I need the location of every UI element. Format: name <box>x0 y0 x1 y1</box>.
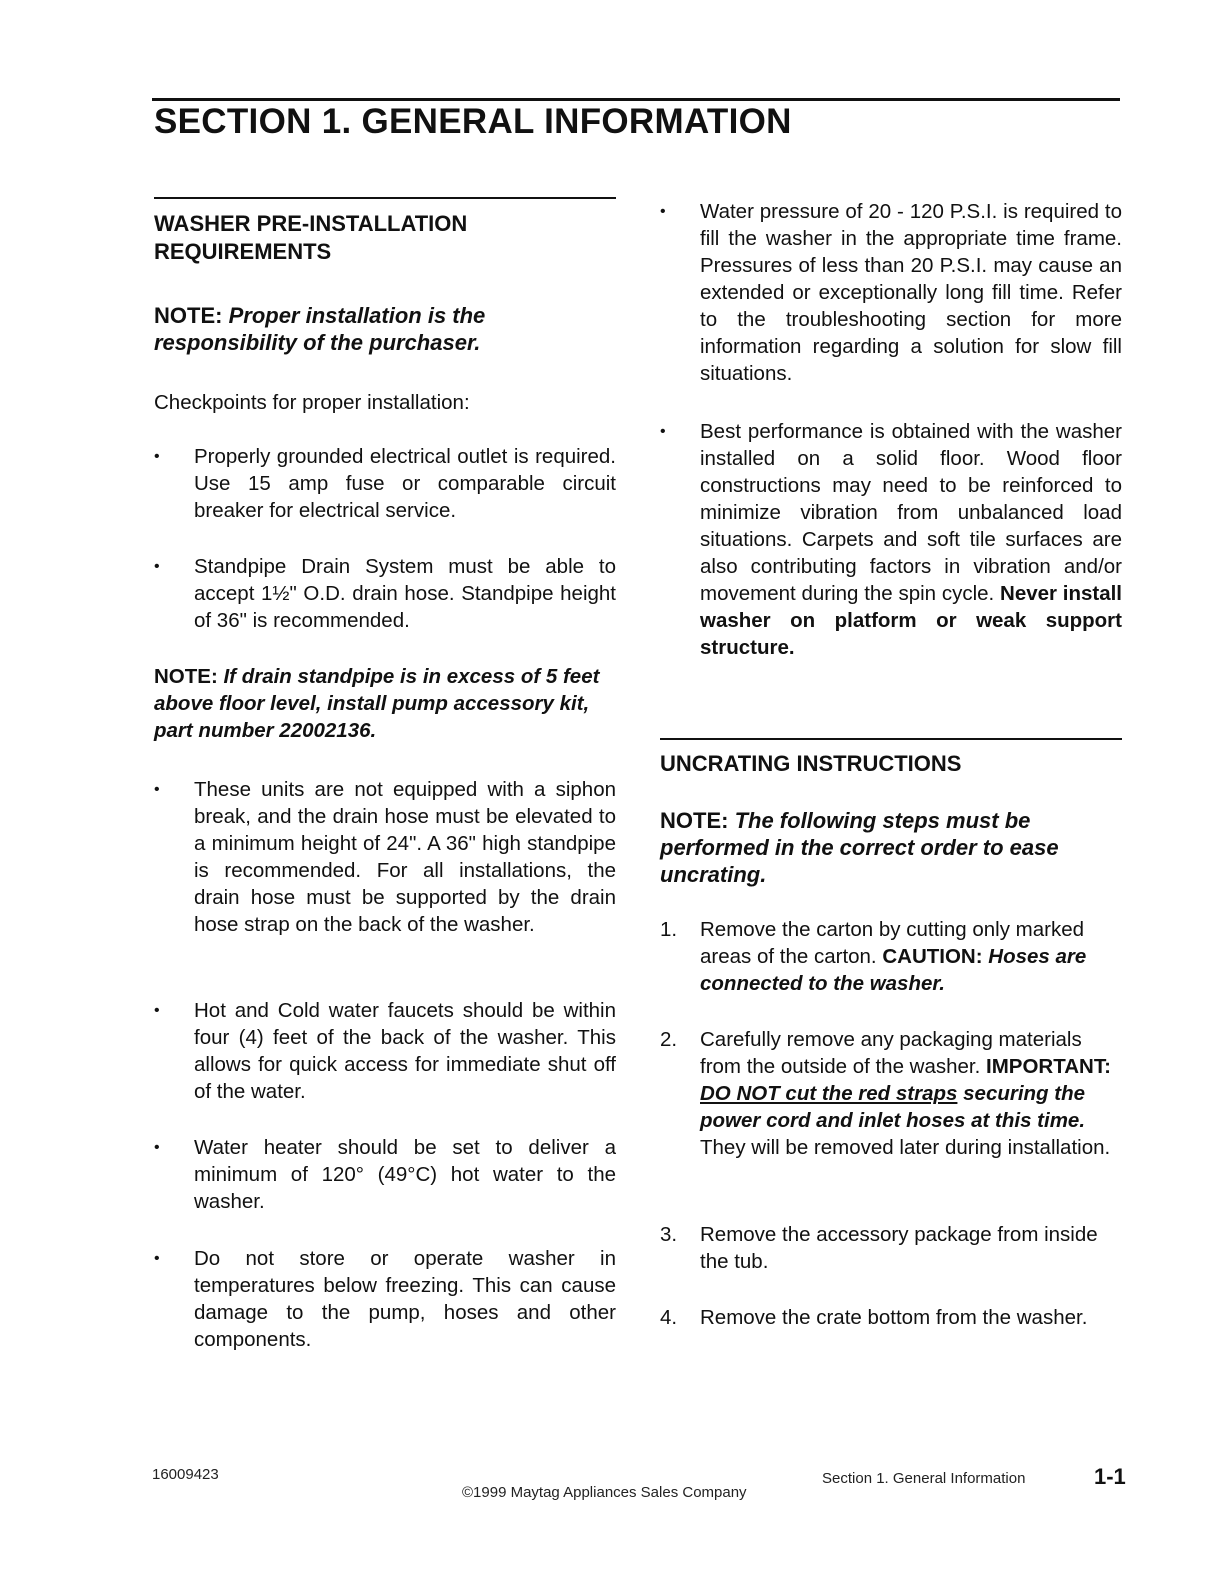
caution-label: CAUTION: <box>882 945 983 968</box>
doc-number: 16009423 <box>152 1466 219 1483</box>
bullet-text: Hot and Cold water faucets should be within four (4) feet of the back of the washer. This allows for quick access for immediate shut off of the water. <box>194 999 616 1103</box>
note-label: NOTE: <box>154 303 223 328</box>
bullet-performance <box>660 418 1122 661</box>
bullet-warning: Never install washer on platform or weak support structure. <box>700 582 1122 659</box>
bullet-freezing <box>154 1245 616 1353</box>
note-label: NOTE: <box>154 665 218 688</box>
copyright: ©1999 Maytag Appliances Sales Company <box>462 1484 747 1501</box>
uncrating-heading: UNCRATING INSTRUCTIONS <box>660 751 962 776</box>
bullet-water-heater <box>154 1134 616 1215</box>
bullet-text: Standpipe Drain System must be able to accept 1½" O.D. drain hose. Standpipe height of 36" is recommended. <box>194 555 616 632</box>
important-label: IMPORTANT: <box>986 1055 1111 1078</box>
bullet-text: Water heater should be set to deliver a minimum of 120° (49°C) hot water to the washer. <box>194 1136 616 1213</box>
note-purchaser <box>154 302 616 356</box>
bullet-text: Water pressure of 20 - 120 P.S.I. is required to fill the washer in the appropriate time frame. Pressures of less than 20 P.S.I. may cause an extended or exceptionally long fill time. Refer to the troubleshooting section for more information regarding a solution for slow fill situations. <box>700 200 1122 385</box>
heading-line-2: REQUIREMENTS <box>154 239 332 264</box>
bullet-dot: • <box>660 203 666 220</box>
bullet-text: Properly grounded electrical outlet is required. Use 15 amp fuse or comparable circuit breaker for electrical service. <box>194 445 616 522</box>
step-text: Carefully remove any packaging materials from the outside of the washer. <box>700 1028 1082 1078</box>
right-heading-rule <box>660 738 1122 740</box>
note-text: If drain standpipe is in excess of 5 feet above floor level, install pump accessory kit, part number 22002136. <box>154 665 600 742</box>
bullet-standpipe <box>154 553 616 634</box>
important-underlined: DO NOT cut the red straps <box>700 1082 958 1105</box>
note-order <box>660 807 1122 888</box>
step-number: 4. <box>660 1306 678 1329</box>
bullet-dot: • <box>154 1139 160 1156</box>
bullet-faucets <box>154 997 616 1105</box>
important-emph: securing the power cord and inlet hoses at this time. <box>700 1082 1086 1132</box>
step-text: Remove the crate bottom from the washer. <box>700 1306 1088 1329</box>
note-text: Proper installation is the responsibility of the purchaser. <box>154 303 486 355</box>
step-text: Remove the accessory package from inside the tub. <box>700 1223 1098 1273</box>
bullet-dot: • <box>154 448 160 465</box>
bullet-text: Do not store or operate washer in temperatures below freezing. This can cause damage to the pump, hoses and other components. <box>194 1247 616 1351</box>
footer-section-ref: Section 1. General Information <box>822 1470 1026 1487</box>
step-text-after: They will be removed later during installation. <box>700 1136 1111 1159</box>
step-2 <box>660 1026 1122 1161</box>
note-label: NOTE: <box>660 808 729 833</box>
checkpoints-intro: Checkpoints for proper installation: <box>154 391 470 414</box>
caution-text: Hoses are connected to the washer. <box>700 945 1087 995</box>
bullet-siphon <box>154 776 616 938</box>
step-number: 1. <box>660 918 678 941</box>
bullet-dot: • <box>154 781 160 798</box>
step-1 <box>660 916 1122 997</box>
bullet-dot: • <box>660 423 666 440</box>
bullet-dot: • <box>154 1250 160 1267</box>
step-number: 3. <box>660 1223 678 1246</box>
section-title: SECTION 1. GENERAL INFORMATION <box>154 102 792 141</box>
bullet-electrical <box>154 443 616 524</box>
heading-line-1: WASHER PRE-INSTALLATION <box>154 211 468 236</box>
note-pump-kit <box>154 663 616 744</box>
bullet-text: Best performance is obtained with the washer installed on a solid floor. Wood floor constructions may need to be reinforced to minimize vibration from unbalanced load situations. Carpets and soft tile surfaces are also contributing factors in vibration and/or movement during the spin cycle. <box>700 420 1122 605</box>
step-3 <box>660 1221 1122 1275</box>
step-number: 2. <box>660 1028 678 1051</box>
bullet-water-pressure <box>660 198 1122 387</box>
pre-installation-heading <box>154 210 616 266</box>
bullet-dot: • <box>154 1002 160 1019</box>
page-number: 1-1 <box>1094 1464 1126 1489</box>
step-4 <box>660 1304 1122 1331</box>
step-text: Remove the carton by cutting only marked areas of the carton. <box>700 918 1084 968</box>
bullet-text: These units are not equipped with a siphon break, and the drain hose must be elevated to a minimum height of 24". A 36" high standpipe is recommended. For all installations, the drain hose must be supported by the drain hose strap on the back of the washer. <box>194 778 616 936</box>
note-text: The following steps must be performed in the correct order to ease uncrating. <box>660 808 1059 887</box>
bullet-dot: • <box>154 558 160 575</box>
left-heading-rule <box>154 197 616 199</box>
